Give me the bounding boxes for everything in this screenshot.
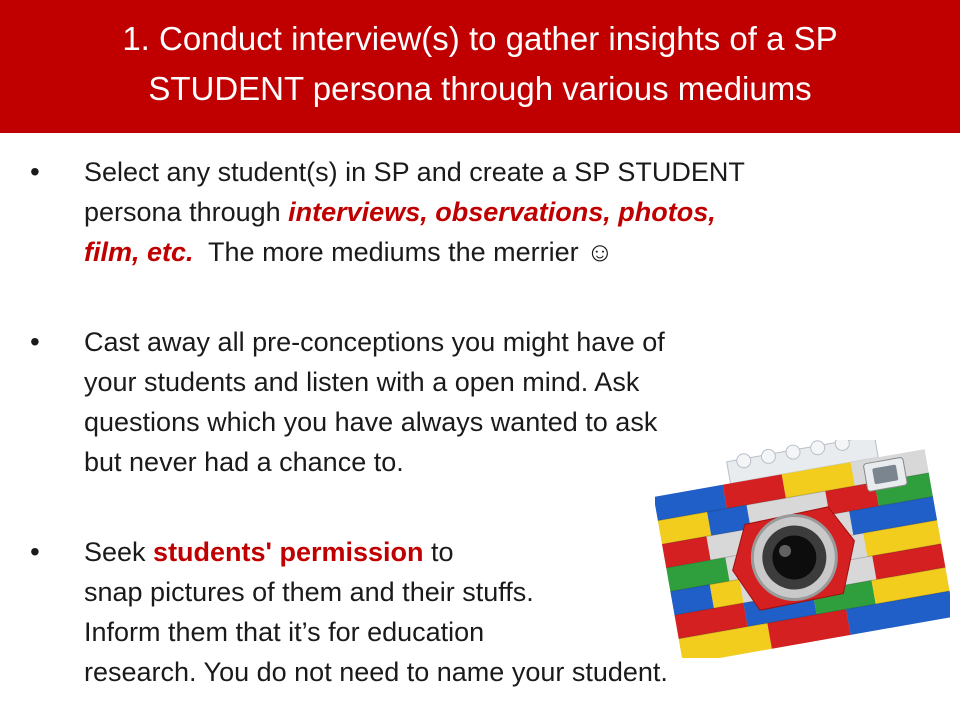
bullet-3-line-2: snap pictures of them and their stuffs. (84, 577, 534, 607)
title-bar (0, 0, 960, 133)
title-line-1: 1. Conduct interview(s) to gather insights of a SP (122, 20, 838, 57)
bullet-item-2 (84, 322, 665, 482)
slide-title (0, 14, 960, 114)
lego-camera-icon (655, 440, 950, 658)
smiley-icon: ☺ (586, 237, 614, 267)
bullet-3-permission-emphasis: students' permission (153, 537, 424, 567)
bullet-1-line-2-text: persona through (84, 197, 289, 227)
bullet-1-mediums-emphasis: interviews, observations, photos, (288, 197, 716, 227)
bullet-marker-3: • (30, 536, 40, 567)
bullet-3-line-1-suffix: to (423, 537, 454, 567)
bullet-item-1 (84, 152, 745, 272)
bullet-2-line-3: questions which you have always wanted to ask (84, 407, 658, 437)
bullet-marker-2: • (30, 326, 40, 357)
bullet-2-line-4: but never had a chance to. (84, 447, 404, 477)
bullet-3-line-4: research. You do not need to name your student. (84, 657, 668, 687)
title-line-2: STUDENT persona through various mediums (148, 70, 812, 107)
bullet-3-line-1 (84, 532, 668, 572)
bullet-2-line-2: your students and listen with a open mind. Ask (84, 367, 640, 397)
bullet-1-line-3 (84, 232, 745, 272)
bullet-1-line-2 (84, 192, 745, 232)
bullet-3-line-1-prefix: Seek (84, 537, 154, 567)
bullet-2-line-1: Cast away all pre-conceptions you might have of (84, 327, 665, 357)
bullet-1-line-3-text: The more mediums the merrier (193, 237, 587, 267)
bullet-item-3 (84, 532, 668, 692)
bullet-1-line-1: Select any student(s) in SP and create a SP STUDENT (84, 157, 745, 187)
bullet-marker-1: • (30, 156, 40, 187)
bullet-3-line-3: Inform them that it’s for education (84, 617, 485, 647)
bullet-1-film-emphasis: film, etc. (84, 237, 194, 267)
